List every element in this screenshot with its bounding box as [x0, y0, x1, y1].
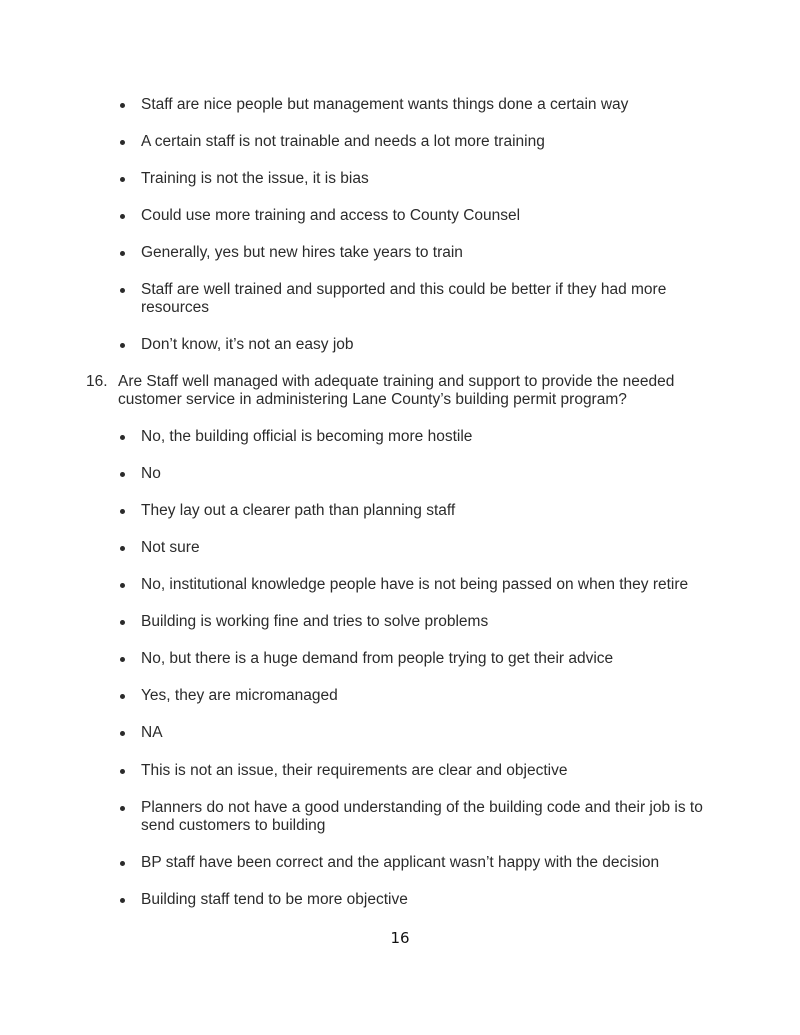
list-item — [141, 281, 711, 317]
bullet-icon — [120, 140, 125, 145]
bullet-icon — [120, 103, 125, 108]
list-item-text: Building is working fine and tries to solve problems — [141, 613, 489, 630]
bullet-icon — [120, 214, 125, 219]
list-item-text: Not sure — [141, 539, 200, 556]
list-item-text: No, the building official is becoming more hostile — [141, 428, 473, 445]
bullet-icon — [120, 343, 125, 348]
list-item — [141, 96, 711, 114]
list-item-text: No — [141, 465, 161, 482]
list-item-text: Building staff tend to be more objective — [141, 891, 408, 908]
list-item-text: NA — [141, 724, 163, 741]
list-item-text: Don’t know, it’s not an easy job — [141, 336, 354, 353]
list-item — [141, 891, 711, 909]
question-number: 16. — [86, 373, 108, 390]
question-text: Are Staff well managed with adequate training and support to provide the needed customer service in administering Lane County’s building permit program? — [118, 373, 675, 408]
bullet-icon — [120, 583, 125, 588]
bullet-icon — [120, 251, 125, 256]
list-item — [141, 854, 711, 872]
bullet-icon — [120, 806, 125, 811]
list-item — [141, 687, 711, 705]
list-item — [141, 762, 711, 780]
list-item — [141, 170, 711, 188]
bullet-icon — [120, 898, 125, 903]
list-item-text: Staff are well trained and supported and this could be better if they had more resources — [141, 281, 667, 316]
list-item — [141, 613, 711, 631]
bullet-icon — [120, 731, 125, 736]
list-item — [141, 244, 711, 262]
page-number: 16 — [390, 929, 410, 947]
list-item-text: Yes, they are micromanaged — [141, 687, 338, 704]
list-item-text: Staff are nice people but management wants things done a certain way — [141, 96, 629, 113]
bullet-icon — [120, 435, 125, 440]
list-item-text: This is not an issue, their requirements are clear and objective — [141, 762, 568, 779]
list-item — [141, 428, 711, 446]
list-item-text: Planners do not have a good understanding of the building code and their job is to send customers to building — [141, 799, 703, 834]
list-item — [141, 724, 711, 742]
list-item — [141, 539, 711, 557]
list-item-text: Could use more training and access to County Counsel — [141, 207, 521, 224]
list-item-text: BP staff have been correct and the applicant wasn’t happy with the decision — [141, 854, 660, 871]
list-item — [141, 502, 711, 520]
bullet-icon — [120, 288, 125, 293]
bullet-icon — [120, 694, 125, 699]
list-item — [141, 650, 711, 668]
list-item-text: They lay out a clearer path than planning staff — [141, 502, 456, 519]
list-item — [141, 336, 711, 354]
list-item — [141, 207, 711, 225]
list-item-text: Training is not the issue, it is bias — [141, 170, 369, 187]
bullet-icon — [120, 472, 125, 477]
list-item-text: A certain staff is not trainable and needs a lot more training — [141, 133, 545, 150]
list-item — [141, 799, 711, 835]
bullet-icon — [120, 177, 125, 182]
bullet-icon — [120, 657, 125, 662]
list-item-text: Generally, yes but new hires take years to train — [141, 244, 463, 261]
list-item-text: No, but there is a huge demand from people trying to get their advice — [141, 650, 614, 667]
list-item — [141, 133, 711, 151]
list-item — [141, 465, 711, 483]
list-item — [141, 576, 711, 594]
bullet-icon — [120, 861, 125, 866]
bullet-icon — [120, 620, 125, 625]
bullet-icon — [120, 769, 125, 774]
list-item-text: No, institutional knowledge people have is not being passed on when they retire — [141, 576, 689, 593]
bullet-icon — [120, 546, 125, 551]
bullet-icon — [120, 509, 125, 514]
